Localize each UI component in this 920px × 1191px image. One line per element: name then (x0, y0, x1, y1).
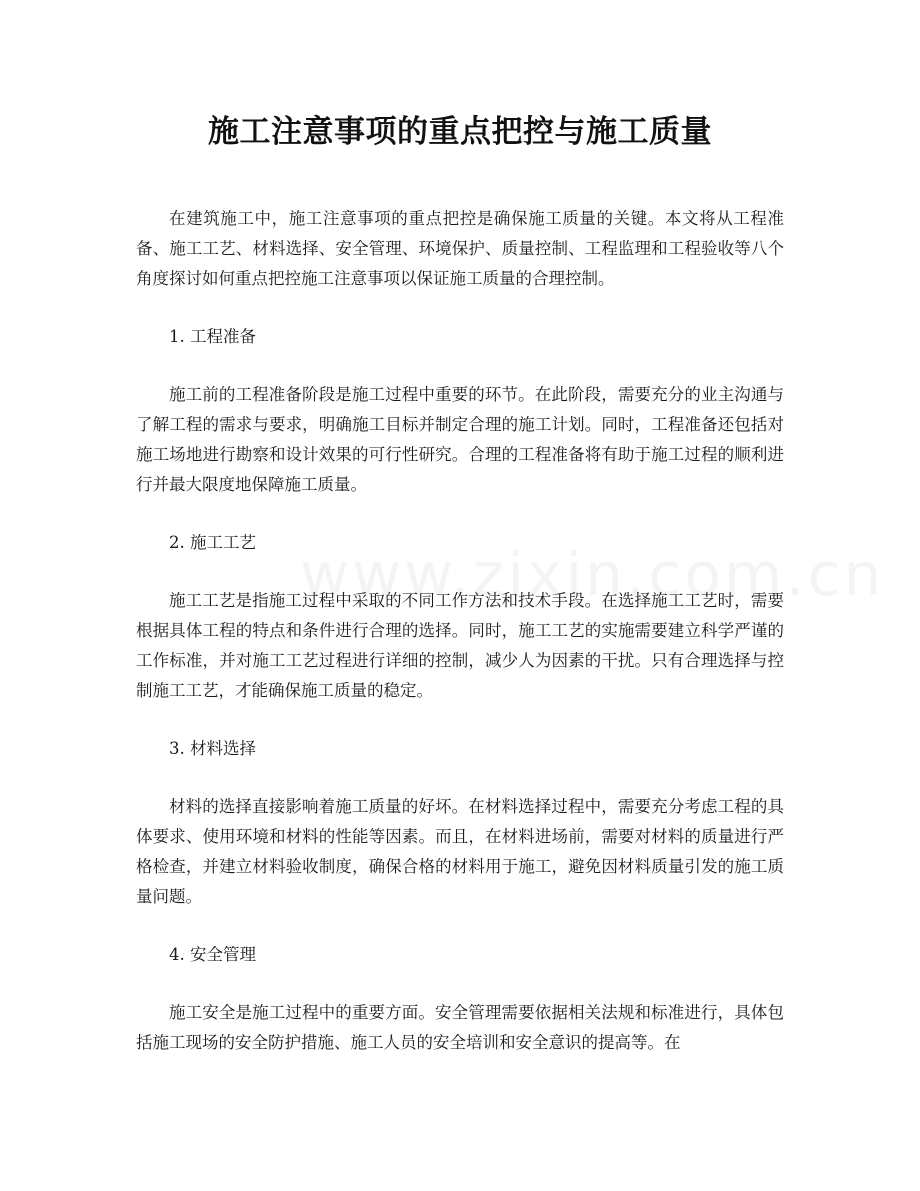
section-body-4: 施工安全是施工过程中的重要方面。安全管理需要依据相关法规和标准进行，具体包括施工现场的安全防护措施、施工人员的安全培训和安全意识的提高等。在 (136, 1003, 784, 1052)
section-heading-2: 2. 施工工艺 (169, 533, 256, 552)
document-title: 施工注意事项的重点把控与施工质量 (208, 114, 712, 150)
section-heading-3: 3. 材料选择 (169, 739, 256, 758)
section-body-3: 材料的选择直接影响着施工质量的好坏。在材料选择过程中，需要充分考虑工程的具体要求、使用环境和材料的性能等因素。而且，在材料进场前，需要对材料的质量进行严格检查，并建立材料验收制度，确保合格的材料用于施工，避免因材料质量引发的施工质量问题。 (136, 797, 784, 906)
section-body-2: 施工工艺是指施工过程中采取的不同工作方法和技术手段。在选择施工工艺时，需要根据具体工程的特点和条件进行合理的选择。同时，施工工艺的实施需要建立科学严谨的工作标准，并对施工工艺过程进行详细的控制，减少人为因素的干扰。只有合理选择与控制施工工艺，才能确保施工质量的稳定。 (136, 591, 784, 700)
section-heading-4: 4. 安全管理 (169, 945, 256, 964)
section-body-1: 施工前的工程准备阶段是施工过程中重要的环节。在此阶段，需要充分的业主沟通与了解工程的需求与要求，明确施工目标并制定合理的施工计划。同时，工程准备还包括对施工场地进行勘察和设计效果的可行性研究。合理的工程准备将有助于施工过程的顺利进行并最大限度地保障施工质量。 (136, 385, 784, 494)
section-heading-1: 1. 工程准备 (169, 327, 256, 346)
intro-paragraph: 在建筑施工中，施工注意事项的重点把控是确保施工质量的关键。本文将从工程准备、施工工艺、材料选择、安全管理、环境保护、质量控制、工程监理和工程验收等八个角度探讨如何重点把控施工注意事项以保证施工质量的合理控制。 (136, 209, 784, 288)
